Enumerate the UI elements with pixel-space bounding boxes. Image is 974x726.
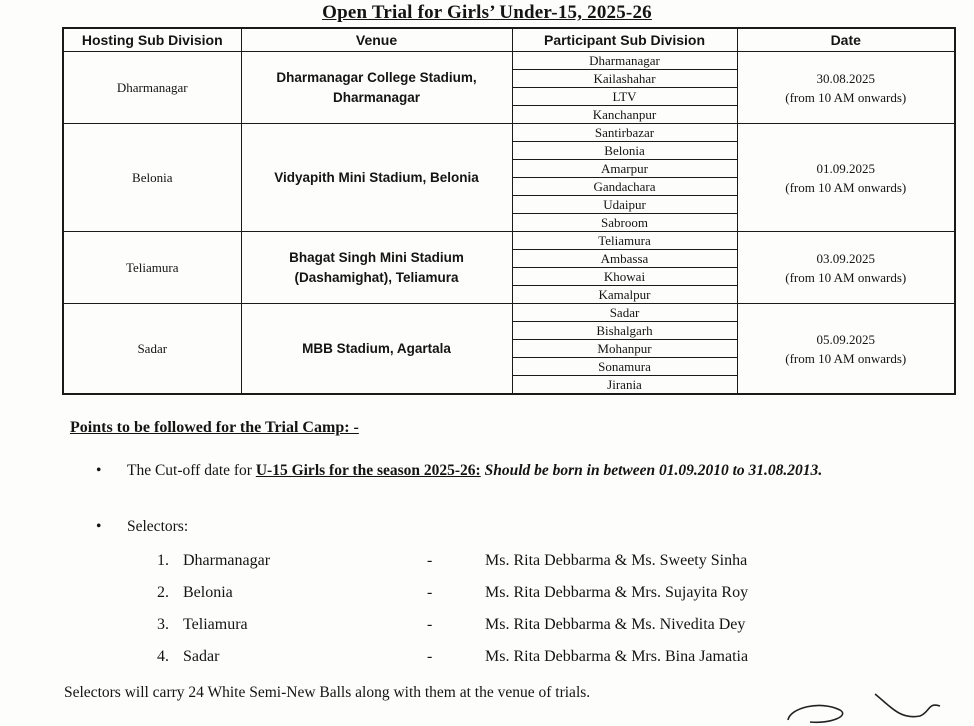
venue-cell bbox=[241, 124, 512, 232]
date-cell bbox=[737, 304, 955, 395]
selector-dash: - bbox=[427, 648, 433, 665]
header-hosting-sub-division: Hosting Sub Division bbox=[63, 28, 241, 52]
selector-number: 2. bbox=[157, 584, 169, 601]
participant-list bbox=[512, 304, 737, 395]
signature-icon bbox=[780, 690, 970, 726]
hosting-sub-division: Dharmanagar bbox=[63, 52, 241, 124]
participant-sub-division: Bishalgarh bbox=[513, 322, 737, 340]
trial-date: 03.09.2025 bbox=[816, 250, 875, 266]
trial-time: (from 10 AM onwards) bbox=[785, 350, 907, 366]
points-heading: Points to be followed for the Trial Camp: - bbox=[70, 419, 359, 436]
participant-list bbox=[512, 52, 737, 124]
selector-number: 1. bbox=[157, 552, 169, 569]
participant-sub-division: Udaipur bbox=[513, 196, 737, 214]
trial-date: 05.09.2025 bbox=[816, 331, 875, 347]
trial-time: (from 10 AM onwards) bbox=[785, 89, 907, 105]
selector-place: Dharmanagar bbox=[183, 552, 271, 569]
selector-place: Belonia bbox=[183, 584, 233, 601]
hosting-sub-division: Belonia bbox=[63, 124, 241, 232]
date-cell bbox=[737, 124, 955, 232]
selector-names: Ms. Rita Debbarma & Ms. Sweety Sinha bbox=[485, 552, 748, 569]
selector-names: Ms. Rita Debbarma & Ms. Nivedita Dey bbox=[485, 616, 746, 633]
selector-dash: - bbox=[427, 584, 433, 601]
selector-dash: - bbox=[427, 552, 433, 569]
table-row bbox=[63, 52, 955, 124]
cutoff-dates: Should be born in between 01.09.2010 to 31.08.2013 bbox=[480, 462, 819, 479]
selector-place: Sadar bbox=[183, 648, 220, 665]
venue-cell bbox=[241, 304, 512, 395]
footer-note: Selectors will carry 24 White Semi-New Balls along with them at the venue of trials. bbox=[64, 684, 591, 701]
participant-sub-division: Khowai bbox=[513, 268, 737, 286]
participant-sub-division: Santirbazar bbox=[513, 124, 737, 142]
trial-date: 01.09.2025 bbox=[816, 160, 875, 176]
trial-time: (from 10 AM onwards) bbox=[785, 179, 907, 195]
cutoff-end: . bbox=[818, 462, 823, 479]
trial-date: 30.08.2025 bbox=[816, 70, 875, 86]
venue-line-1: MBB Stadium, Agartala bbox=[302, 340, 451, 356]
venue-cell bbox=[241, 52, 512, 124]
venue-line-1: Vidyapith Mini Stadium, Belonia bbox=[274, 169, 479, 185]
cutoff-season: U-15 Girls for the season 2025-26: bbox=[255, 462, 481, 479]
hosting-sub-division: Sadar bbox=[63, 304, 241, 395]
participant-sub-division: Mohanpur bbox=[513, 340, 737, 358]
venue-cell bbox=[241, 232, 512, 304]
cutoff-text bbox=[127, 456, 942, 485]
participant-sub-division: Gandachara bbox=[513, 178, 737, 196]
selector-number: 4. bbox=[157, 648, 169, 665]
header-venue: Venue bbox=[241, 28, 512, 52]
bullet-icon: • bbox=[96, 518, 102, 535]
venue-line-2: (Dashamighat), Teliamura bbox=[294, 269, 459, 285]
venue-line-1: Bhagat Singh Mini Stadium bbox=[289, 249, 464, 265]
date-cell bbox=[737, 232, 955, 304]
document-title: Open Trial for Girls’ Under-15, 2025-26 bbox=[322, 2, 652, 23]
participant-sub-division: Jirania bbox=[607, 377, 642, 392]
participant-sub-division: Dharmanagar bbox=[513, 52, 737, 70]
header-date: Date bbox=[737, 28, 955, 52]
participant-sub-division: Ambassa bbox=[513, 250, 737, 268]
trial-schedule-table bbox=[62, 27, 956, 395]
bullet-icon: • bbox=[96, 462, 102, 479]
venue-line-1: Dharmanagar College Stadium, bbox=[276, 69, 477, 85]
participant-sub-division: Belonia bbox=[513, 142, 737, 160]
selector-dash: - bbox=[427, 616, 433, 633]
participant-list bbox=[512, 124, 737, 232]
selector-names: Ms. Rita Debbarma & Mrs. Bina Jamatia bbox=[485, 648, 749, 665]
table-row bbox=[63, 124, 955, 232]
header-participant-sub-division: Participant Sub Division bbox=[512, 28, 737, 52]
participant-sub-division: Sadar bbox=[513, 304, 737, 322]
trial-time: (from 10 AM onwards) bbox=[785, 269, 907, 285]
table-header-row bbox=[63, 28, 955, 52]
participant-sub-division: Kanchanpur bbox=[592, 107, 657, 122]
selector-names: Ms. Rita Debbarma & Mrs. Sujayita Roy bbox=[485, 584, 749, 601]
participant-sub-division: Sabroom bbox=[601, 215, 648, 230]
table-row bbox=[63, 304, 955, 395]
date-cell bbox=[737, 52, 955, 124]
participant-sub-division: Amarpur bbox=[513, 160, 737, 178]
participant-sub-division: LTV bbox=[513, 88, 737, 106]
participant-sub-division: Kamalpur bbox=[598, 287, 651, 302]
selector-number: 3. bbox=[157, 616, 169, 633]
table-row bbox=[63, 232, 955, 304]
participant-sub-division: Kailashahar bbox=[513, 70, 737, 88]
hosting-sub-division: Teliamura bbox=[63, 232, 241, 304]
participant-sub-division: Teliamura bbox=[513, 232, 737, 250]
venue-line-2: Dharmanagar bbox=[332, 89, 421, 105]
cutoff-prefix: The Cut-off date for bbox=[127, 462, 256, 479]
participant-list bbox=[512, 232, 737, 304]
selector-place: Teliamura bbox=[183, 616, 248, 633]
participant-sub-division: Sonamura bbox=[513, 358, 737, 376]
selectors-label: Selectors: bbox=[127, 518, 189, 535]
